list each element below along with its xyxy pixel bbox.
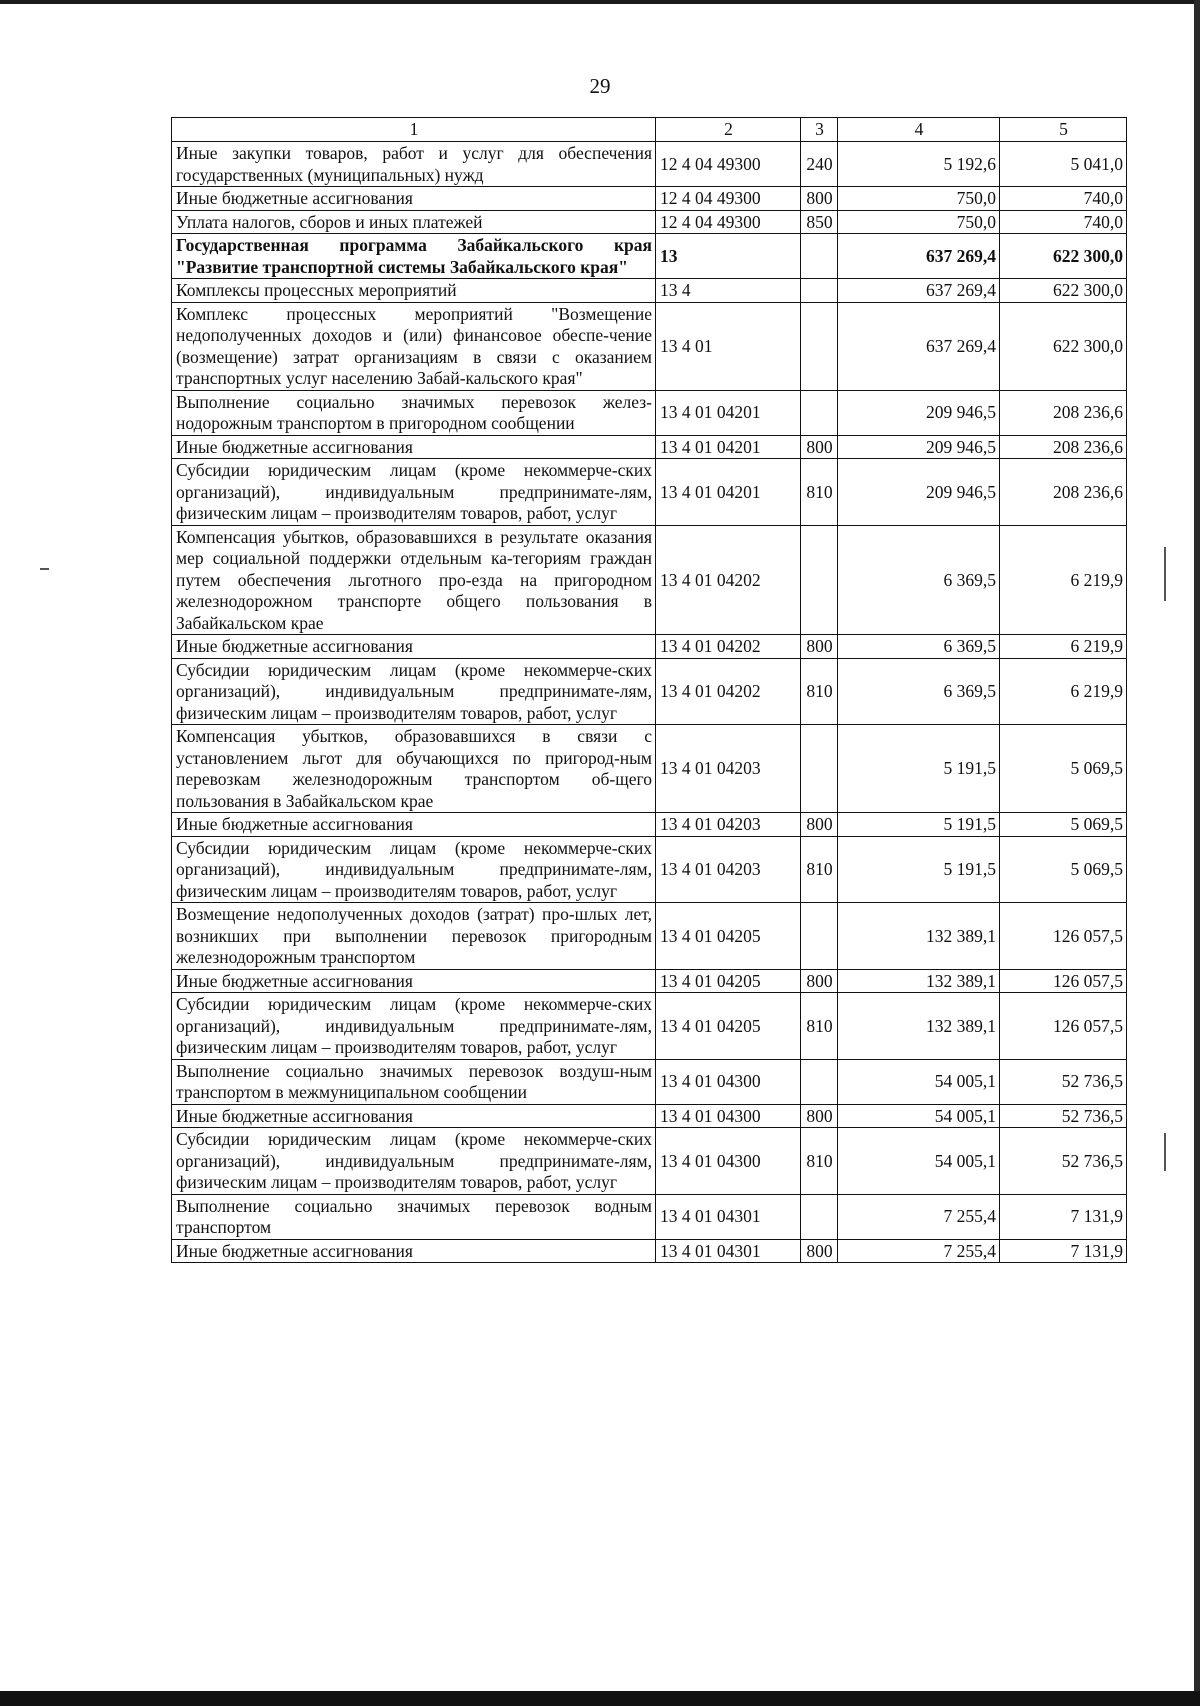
row-amount-col5: 6 219,9 [1000, 525, 1127, 635]
row-name: Выполнение социально значимых перевозок воздуш-ным транспортом в межмуниципальном сообщении [172, 1059, 656, 1104]
row-name: Субсидии юридическим лицам (кроме некоммерче-ских организаций), индивидуальным предпринимате-лям, физическим лицам – производителям товаров, работ, услуг [172, 1128, 656, 1195]
table-row [172, 459, 1127, 526]
row-name: Иные бюджетные ассигнования [172, 187, 656, 211]
row-name: Выполнение социально значимых перевозок желез-нодорожным транспортом в пригородном сообщении [172, 390, 656, 435]
header-col-1: 1 [172, 118, 656, 142]
margin-mark-left [40, 568, 49, 570]
row-target-code: 12 4 04 49300 [656, 210, 801, 234]
table-body [172, 142, 1127, 1263]
row-target-code: 13 4 01 04201 [656, 435, 801, 459]
row-target-code: 13 4 01 04201 [656, 390, 801, 435]
row-expense-type: 800 [801, 1104, 838, 1128]
row-target-code: 13 4 01 04300 [656, 1128, 801, 1195]
row-name: Государственная программа Забайкальского края "Развитие транспортной системы Забайкальского края" [172, 234, 656, 279]
row-expense-type [801, 234, 838, 279]
row-amount-col5: 740,0 [1000, 187, 1127, 211]
row-amount-col5: 6 219,9 [1000, 658, 1127, 725]
row-name: Иные бюджетные ассигнования [172, 635, 656, 659]
header-col-5: 5 [1000, 118, 1127, 142]
row-expense-type: 800 [801, 635, 838, 659]
row-name: Уплата налогов, сборов и иных платежей [172, 210, 656, 234]
table-row [172, 836, 1127, 903]
row-amount-col4: 750,0 [838, 210, 1000, 234]
row-amount-col5: 622 300,0 [1000, 302, 1127, 390]
row-name: Иные бюджетные ассигнования [172, 1104, 656, 1128]
row-amount-col4: 54 005,1 [838, 1104, 1000, 1128]
table-row [172, 993, 1127, 1060]
row-expense-type [801, 279, 838, 303]
row-target-code: 13 4 [656, 279, 801, 303]
row-expense-type [801, 525, 838, 635]
row-name: Иные закупки товаров, работ и услуг для обеспечения государственных (муниципальных) нужд [172, 142, 656, 187]
row-amount-col5: 208 236,6 [1000, 390, 1127, 435]
scan-edge-top [0, 0, 1200, 4]
row-amount-col5: 126 057,5 [1000, 969, 1127, 993]
row-target-code: 13 4 01 04301 [656, 1194, 801, 1239]
row-target-code: 12 4 04 49300 [656, 187, 801, 211]
row-amount-col5: 5 041,0 [1000, 142, 1127, 187]
row-amount-col4: 54 005,1 [838, 1059, 1000, 1104]
row-amount-col5: 6 219,9 [1000, 635, 1127, 659]
table-row [172, 903, 1127, 970]
table-row [172, 1104, 1127, 1128]
row-target-code: 13 4 01 04201 [656, 459, 801, 526]
row-expense-type [801, 302, 838, 390]
row-amount-col5: 740,0 [1000, 210, 1127, 234]
row-target-code: 13 4 01 04205 [656, 903, 801, 970]
header-col-3: 3 [801, 118, 838, 142]
row-amount-col5: 52 736,5 [1000, 1059, 1127, 1104]
table-row [172, 302, 1127, 390]
scan-edge-bottom [0, 1691, 1200, 1706]
row-name: Компенсация убытков, образовавшихся в результате оказания мер социальной поддержки отдельным ка-тегориям граждан путем обеспечения льготного про-езда на пригородном железнодорожном транспорте общего пользования в Забайкальском крае [172, 525, 656, 635]
row-amount-col4: 209 946,5 [838, 459, 1000, 526]
row-amount-col4: 6 369,5 [838, 658, 1000, 725]
row-expense-type: 810 [801, 993, 838, 1060]
row-amount-col5: 208 236,6 [1000, 459, 1127, 526]
row-target-code: 13 [656, 234, 801, 279]
row-target-code: 13 4 01 04205 [656, 969, 801, 993]
header-col-2: 2 [656, 118, 801, 142]
row-name: Возмещение недополученных доходов (затрат) про-шлых лет, возникших при выполнении перевозок пригородным железнодорожным транспортом [172, 903, 656, 970]
row-name: Субсидии юридическим лицам (кроме некоммерче-ских организаций), индивидуальным предпринимате-лям, физическим лицам – производителям товаров, работ, услуг [172, 993, 656, 1060]
page-number: 29 [589, 74, 611, 98]
row-amount-col4: 637 269,4 [838, 302, 1000, 390]
row-name: Компенсация убытков, образовавшихся в связи с установлением льгот для обучающихся по пригород-ным перевозкам железнодорожным транспортом об-щего пользования в Забайкальском крае [172, 725, 656, 813]
row-amount-col4: 5 191,5 [838, 836, 1000, 903]
row-expense-type: 240 [801, 142, 838, 187]
row-expense-type: 800 [801, 1239, 838, 1263]
row-amount-col5: 622 300,0 [1000, 279, 1127, 303]
row-amount-col4: 637 269,4 [838, 234, 1000, 279]
row-expense-type: 810 [801, 459, 838, 526]
header-col-4: 4 [838, 118, 1000, 142]
row-target-code: 13 4 01 04202 [656, 525, 801, 635]
row-amount-col4: 5 191,5 [838, 813, 1000, 837]
row-amount-col4: 637 269,4 [838, 279, 1000, 303]
row-amount-col4: 5 191,5 [838, 725, 1000, 813]
row-amount-col5: 208 236,6 [1000, 435, 1127, 459]
row-target-code: 13 4 01 04203 [656, 725, 801, 813]
row-amount-col4: 7 255,4 [838, 1194, 1000, 1239]
row-target-code: 13 4 01 04202 [656, 635, 801, 659]
budget-table [171, 117, 1127, 1263]
row-target-code: 13 4 01 04205 [656, 993, 801, 1060]
table-row [172, 435, 1127, 459]
row-amount-col5: 7 131,9 [1000, 1194, 1127, 1239]
row-expense-type: 850 [801, 210, 838, 234]
row-expense-type [801, 903, 838, 970]
table-row [172, 1194, 1127, 1239]
row-amount-col5: 7 131,9 [1000, 1239, 1127, 1263]
table-row [172, 390, 1127, 435]
row-target-code: 13 4 01 04300 [656, 1059, 801, 1104]
row-name: Субсидии юридическим лицам (кроме некоммерче-ских организаций), индивидуальным предпринимате-лям, физическим лицам – производителям товаров, работ, услуг [172, 658, 656, 725]
table-row [172, 210, 1127, 234]
table-row [172, 525, 1127, 635]
row-expense-type: 810 [801, 1128, 838, 1195]
table-row [172, 1239, 1127, 1263]
row-amount-col4: 6 369,5 [838, 635, 1000, 659]
row-amount-col5: 52 736,5 [1000, 1104, 1127, 1128]
row-amount-col4: 5 192,6 [838, 142, 1000, 187]
table-row-program [172, 234, 1127, 279]
row-amount-col4: 132 389,1 [838, 993, 1000, 1060]
row-name: Комплекс процессных мероприятий "Возмещение недополученных доходов и (или) финансовое обеспе-чение (возмещение) затрат организациям в связи с оказанием транспортных услуг населению Забай-кальского края" [172, 302, 656, 390]
row-amount-col4: 209 946,5 [838, 435, 1000, 459]
row-name: Иные бюджетные ассигнования [172, 435, 656, 459]
margin-mark-right-2 [1164, 1133, 1166, 1171]
row-expense-type: 800 [801, 435, 838, 459]
row-expense-type [801, 725, 838, 813]
row-amount-col5: 622 300,0 [1000, 234, 1127, 279]
row-expense-type: 800 [801, 969, 838, 993]
row-target-code: 13 4 01 [656, 302, 801, 390]
row-name: Комплексы процессных мероприятий [172, 279, 656, 303]
table-row [172, 813, 1127, 837]
table-row [172, 279, 1127, 303]
table-row [172, 658, 1127, 725]
row-expense-type [801, 1194, 838, 1239]
row-target-code: 12 4 04 49300 [656, 142, 801, 187]
row-amount-col4: 54 005,1 [838, 1128, 1000, 1195]
row-expense-type [801, 390, 838, 435]
row-amount-col5: 5 069,5 [1000, 836, 1127, 903]
table-header-row [172, 118, 1127, 142]
row-amount-col5: 5 069,5 [1000, 725, 1127, 813]
row-expense-type: 800 [801, 187, 838, 211]
row-amount-col4: 132 389,1 [838, 969, 1000, 993]
row-amount-col4: 7 255,4 [838, 1239, 1000, 1263]
row-expense-type: 810 [801, 658, 838, 725]
row-amount-col4: 750,0 [838, 187, 1000, 211]
row-amount-col5: 126 057,5 [1000, 993, 1127, 1060]
row-name: Субсидии юридическим лицам (кроме некоммерче-ских организаций), индивидуальным предпринимате-лям, физическим лицам – производителям товаров, работ, услуг [172, 836, 656, 903]
margin-mark-right-1 [1164, 547, 1166, 601]
row-name: Иные бюджетные ассигнования [172, 813, 656, 837]
table-row [172, 969, 1127, 993]
table-row [172, 635, 1127, 659]
row-amount-col5: 5 069,5 [1000, 813, 1127, 837]
row-amount-col4: 132 389,1 [838, 903, 1000, 970]
row-amount-col4: 209 946,5 [838, 390, 1000, 435]
scan-edge-right [1194, 0, 1200, 1706]
row-name: Иные бюджетные ассигнования [172, 969, 656, 993]
row-expense-type: 800 [801, 813, 838, 837]
table-row [172, 142, 1127, 187]
row-name: Иные бюджетные ассигнования [172, 1239, 656, 1263]
row-amount-col4: 6 369,5 [838, 525, 1000, 635]
row-expense-type [801, 1059, 838, 1104]
table-row [172, 1128, 1127, 1195]
row-amount-col5: 126 057,5 [1000, 903, 1127, 970]
table-row [172, 187, 1127, 211]
row-amount-col5: 52 736,5 [1000, 1128, 1127, 1195]
row-name: Субсидии юридическим лицам (кроме некоммерче-ских организаций), индивидуальным предпринимате-лям, физическим лицам – производителям товаров, работ, услуг [172, 459, 656, 526]
row-target-code: 13 4 01 04203 [656, 813, 801, 837]
table-row [172, 1059, 1127, 1104]
row-target-code: 13 4 01 04203 [656, 836, 801, 903]
table-row [172, 725, 1127, 813]
row-target-code: 13 4 01 04202 [656, 658, 801, 725]
row-expense-type: 810 [801, 836, 838, 903]
row-name: Выполнение социально значимых перевозок водным транспортом [172, 1194, 656, 1239]
row-target-code: 13 4 01 04300 [656, 1104, 801, 1128]
row-target-code: 13 4 01 04301 [656, 1239, 801, 1263]
